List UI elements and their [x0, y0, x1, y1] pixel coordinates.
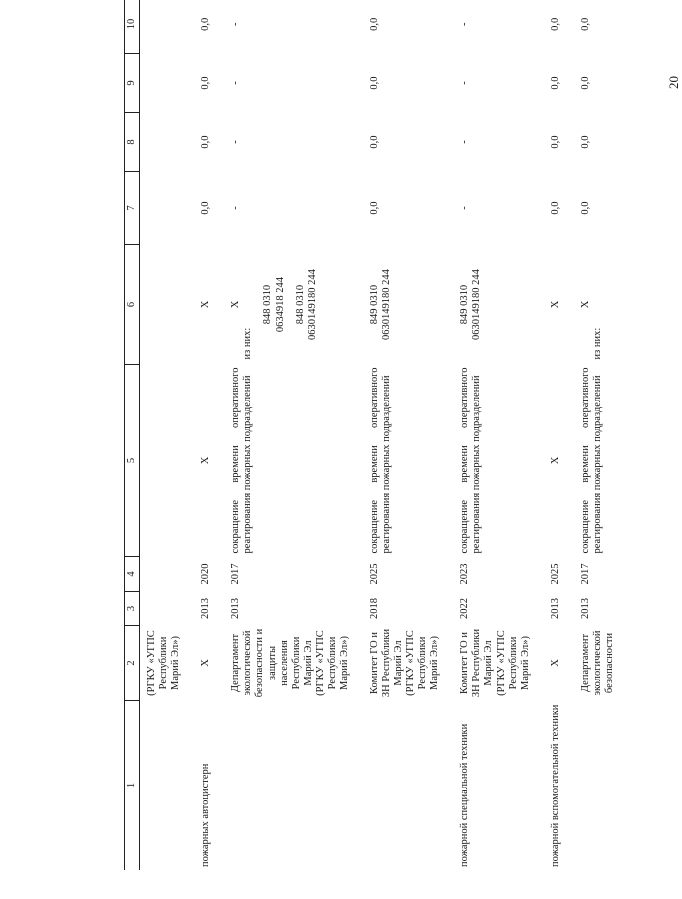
cell-value-8: 0,0: [368, 135, 380, 149]
kbk-note: из них:: [591, 327, 603, 360]
cell-end-year: 2025: [368, 563, 380, 585]
cell-measure: пожарных автоцистерн: [200, 763, 212, 867]
cell-start-year: 2013: [579, 598, 591, 619]
col-header-2: 2: [125, 626, 140, 701]
cell-value-8: 0,0: [200, 135, 212, 149]
cell-end-year: 2017: [579, 563, 591, 585]
cell-value-8: [140, 113, 195, 172]
cell-executor: (РГКУ «УГПС Республики Марий Эл»): [146, 630, 182, 696]
cell-value-10: -: [230, 22, 242, 26]
cell-end-year: [140, 557, 195, 592]
table-row: [224, 0, 363, 870]
cell-measure: пожарной вспомогательной техники: [549, 704, 561, 867]
cell-value-7: [140, 172, 195, 245]
cell-kbk: [363, 245, 453, 365]
kbk-code: 0630149180 244: [471, 269, 483, 340]
cell-kbk: Х: [200, 300, 212, 309]
kbk-top-mark: Х: [230, 300, 242, 309]
cell-kbk: [574, 245, 628, 365]
cell-kbk: [140, 245, 195, 365]
kbk-code: 0630149180 244: [381, 269, 392, 340]
cell-value-10: 0,0: [549, 17, 561, 31]
table-row: [453, 0, 543, 870]
cell-value-9: 0,0: [368, 76, 380, 90]
cell-start-year: [140, 592, 195, 626]
cell-result: сокращение времени оперативного реагирования пожарных подразделений: [579, 367, 603, 554]
cell-start-year: 2018: [368, 598, 380, 619]
kbk-code: 0634918 244: [274, 276, 286, 333]
cell-start-year: 2013: [200, 598, 212, 619]
cell-result: Х: [200, 456, 212, 465]
cell-kbk: Х: [549, 300, 561, 309]
cell-value-10: 0,0: [579, 17, 591, 31]
cell-value-10: [140, 0, 195, 54]
cell-start-year: 2022: [459, 598, 471, 619]
page-number: 20: [666, 76, 681, 89]
cell-value-9: 0,0: [200, 76, 212, 90]
col-header-9: 9: [125, 54, 140, 113]
cell-kbk: [453, 245, 543, 365]
cell-result: сокращение времени оперативного реагирования пожарных подразделений: [459, 367, 483, 554]
cell-value-9: 0,0: [579, 76, 591, 90]
cell-end-year: 2023: [459, 563, 471, 585]
cell-executor: Х: [200, 659, 212, 667]
cell-executor: Комитет ГО и ЗН Республики Марий Эл (РГКУ «УГПС Республики Марий Эл»): [459, 628, 531, 698]
col-header-3: 3: [125, 592, 140, 626]
cell-value-10: 0,0: [368, 17, 380, 31]
cell-value-7: 0,0: [579, 201, 591, 215]
cell-end-year: 2017: [230, 563, 242, 585]
kbk-note: из них:: [242, 327, 254, 360]
cell-executor: Комитет ГО и ЗН Республики Марий Эл (РГКУ «УГПС Республики Марий Эл»): [368, 628, 441, 698]
cell-value-8: -: [230, 140, 242, 144]
table-row: [574, 0, 628, 870]
cell-value-7: 0,0: [549, 201, 561, 215]
cell-measure: пожарной специальной техники: [459, 723, 471, 867]
cell-value-10: 0,0: [200, 17, 212, 31]
cell-result: сокращение времени оперативного реагирования пожарных подразделений: [368, 367, 392, 554]
cell-result: сокращение времени оперативного реагирования пожарных подразделений: [230, 367, 254, 554]
cell-value-9: -: [459, 81, 471, 85]
kbk-code: 849 0310: [368, 284, 380, 325]
table-row: [140, 0, 195, 870]
kbk-code: 848 0310: [294, 284, 306, 325]
kbk-code: 0630149180 244: [306, 269, 318, 340]
cell-value-7: -: [230, 206, 242, 210]
kbk-code: 848 0310: [262, 284, 274, 325]
kbk-code: 849 0310: [459, 284, 471, 325]
cell-value-8: -: [459, 140, 471, 144]
cell-value-10: -: [459, 22, 471, 26]
cell-kbk: [224, 245, 363, 365]
cell-value-9: -: [230, 81, 242, 85]
cell-measure: [363, 701, 453, 871]
cell-end-year: 2025: [549, 563, 561, 585]
cell-value-8: 0,0: [579, 135, 591, 149]
cell-start-year: 2013: [549, 598, 561, 619]
cell-measure: [140, 701, 195, 871]
cell-executor: Х: [549, 659, 561, 667]
col-header-4: 4: [125, 557, 140, 592]
cell-value-7: 0,0: [368, 201, 380, 215]
table-row: [194, 0, 224, 870]
cell-value-7: 0,0: [200, 201, 212, 215]
cell-value-8: 0,0: [549, 135, 561, 149]
cell-result: Х: [549, 456, 561, 465]
cell-value-9: 0,0: [549, 76, 561, 90]
col-header-5: 5: [125, 365, 140, 557]
cell-start-year: 2013: [230, 598, 242, 619]
col-header-7: 7: [125, 172, 140, 245]
cell-value-9: [140, 54, 195, 113]
cell-end-year: 2020: [200, 563, 212, 585]
cell-measure: [574, 701, 628, 871]
cell-executor: Департамент экологической безопасности: [579, 630, 615, 696]
cell-executor: Департамент экологической безопасности и защиты населения Республики Марий Эл (РГКУ «УГПС Республики Марий Эл»): [230, 628, 350, 698]
cell-measure: [224, 701, 363, 871]
col-header-10: 10: [125, 0, 140, 54]
col-header-6: 6: [125, 245, 140, 365]
col-header-8: 8: [125, 113, 140, 172]
table-header-row: [125, 0, 140, 870]
col-header-1: 1: [125, 701, 140, 871]
table-row: [363, 0, 453, 870]
cell-value-7: -: [459, 206, 471, 210]
table-row: [544, 0, 574, 870]
program-table: [124, 0, 628, 870]
cell-result: [140, 365, 195, 557]
kbk-top-mark: Х: [579, 300, 591, 309]
